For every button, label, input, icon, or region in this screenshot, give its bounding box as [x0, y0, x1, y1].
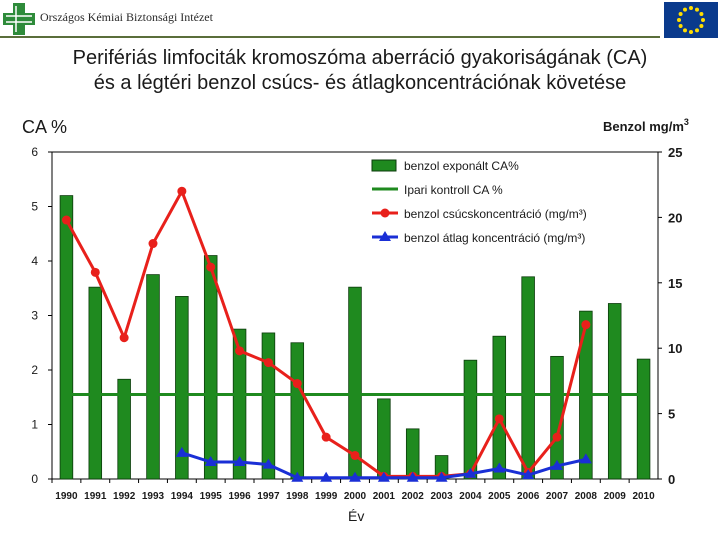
right-tick-label: 20	[668, 210, 683, 226]
x-axis-label: Év	[348, 508, 365, 524]
peak-concentration-marker	[91, 268, 100, 277]
peak-concentration-marker	[177, 187, 186, 196]
chart-title-line-2: és a légtéri benzol csúcs- és átlagkoncentrációnak követése	[93, 72, 627, 94]
peak-concentration-marker	[149, 239, 158, 248]
legend-label: benzol exponált CA%	[404, 159, 519, 173]
x-tick-label: 2007	[545, 491, 569, 502]
x-tick-label: 2003	[430, 491, 453, 502]
peak-concentration-marker	[264, 358, 273, 367]
right-tick-label: 10	[668, 341, 683, 357]
bar-ca-percent	[378, 399, 391, 479]
bar-ca-percent	[608, 304, 621, 479]
peak-concentration-marker	[293, 379, 302, 388]
bar-ca-percent	[349, 287, 362, 479]
bar-ca-percent	[89, 287, 102, 479]
right-tick-label: 15	[668, 275, 683, 291]
x-tick-label: 2010	[632, 491, 655, 502]
x-tick-label: 2006	[517, 491, 540, 502]
legend-label: benzol átlag koncentráció (mg/m³)	[404, 231, 586, 245]
x-tick-label: 2000	[343, 491, 367, 502]
peak-concentration-marker	[581, 320, 590, 329]
bar-ca-percent	[522, 277, 535, 479]
x-tick-label: 1990	[55, 491, 78, 502]
left-tick-label: 0	[31, 472, 38, 486]
bar-ca-percent	[291, 343, 304, 479]
bar-ca-percent	[147, 275, 160, 479]
left-tick-label: 1	[31, 417, 38, 432]
x-tick-label: 2005	[488, 491, 511, 502]
x-tick-label: 2002	[401, 491, 424, 502]
legend-marker-circle	[381, 209, 390, 218]
left-tick-label: 2	[31, 363, 38, 377]
x-tick-label: 1996	[228, 491, 251, 502]
right-tick-label: 25	[668, 145, 683, 160]
peak-concentration-marker	[322, 433, 331, 442]
x-tick-label: 1992	[113, 491, 136, 502]
bar-ca-percent	[493, 336, 506, 479]
left-tick-label: 4	[31, 254, 38, 268]
legend-swatch-bar	[372, 160, 396, 171]
bar-ca-percent	[60, 196, 73, 479]
left-tick-label: 6	[31, 145, 38, 159]
x-tick-label: 2004	[459, 491, 482, 502]
left-tick-label: 5	[31, 199, 38, 214]
institute-name: Országos Kémiai Biztonsági Intézet	[40, 10, 213, 24]
x-tick-label: 1991	[84, 491, 107, 502]
right-tick-label: 0	[668, 472, 676, 487]
bar-ca-percent	[406, 429, 419, 479]
peak-concentration-marker	[62, 216, 71, 225]
right-tick-label: 5	[668, 406, 676, 422]
chart-title-line-1: Perifériás limfociták kromoszóma aberráció gyakoriságának (CA)	[72, 47, 648, 69]
x-tick-label: 1993	[141, 491, 165, 502]
x-tick-label: 1998	[286, 491, 309, 502]
legend-label: benzol csúcskoncentráció (mg/m³)	[404, 207, 587, 221]
x-tick-label: 1997	[257, 491, 280, 502]
bar-ca-percent	[637, 359, 650, 479]
bar-ca-percent	[464, 360, 477, 479]
left-axis-label: CA %	[22, 117, 68, 137]
peak-concentration-marker	[206, 263, 215, 272]
peak-concentration-marker	[351, 451, 360, 460]
x-tick-label: 1994	[170, 491, 193, 502]
x-tick-label: 1999	[315, 491, 338, 502]
right-axis-label: Benzol $mg/m^3$	[603, 117, 689, 134]
x-tick-label: 2009	[603, 491, 626, 502]
peak-concentration-marker	[553, 433, 562, 442]
x-tick-label: 1995	[199, 491, 222, 502]
peak-concentration-marker	[235, 346, 244, 355]
bar-ca-percent	[204, 256, 217, 479]
peak-concentration-marker	[120, 333, 129, 342]
left-tick-label: 3	[31, 308, 38, 323]
legend-label: Ipari kontroll CA %	[404, 183, 503, 197]
peak-concentration-marker	[495, 414, 504, 423]
x-tick-label: 2008	[574, 491, 597, 502]
x-tick-label: 2001	[372, 491, 395, 502]
bar-ca-percent	[262, 333, 275, 479]
